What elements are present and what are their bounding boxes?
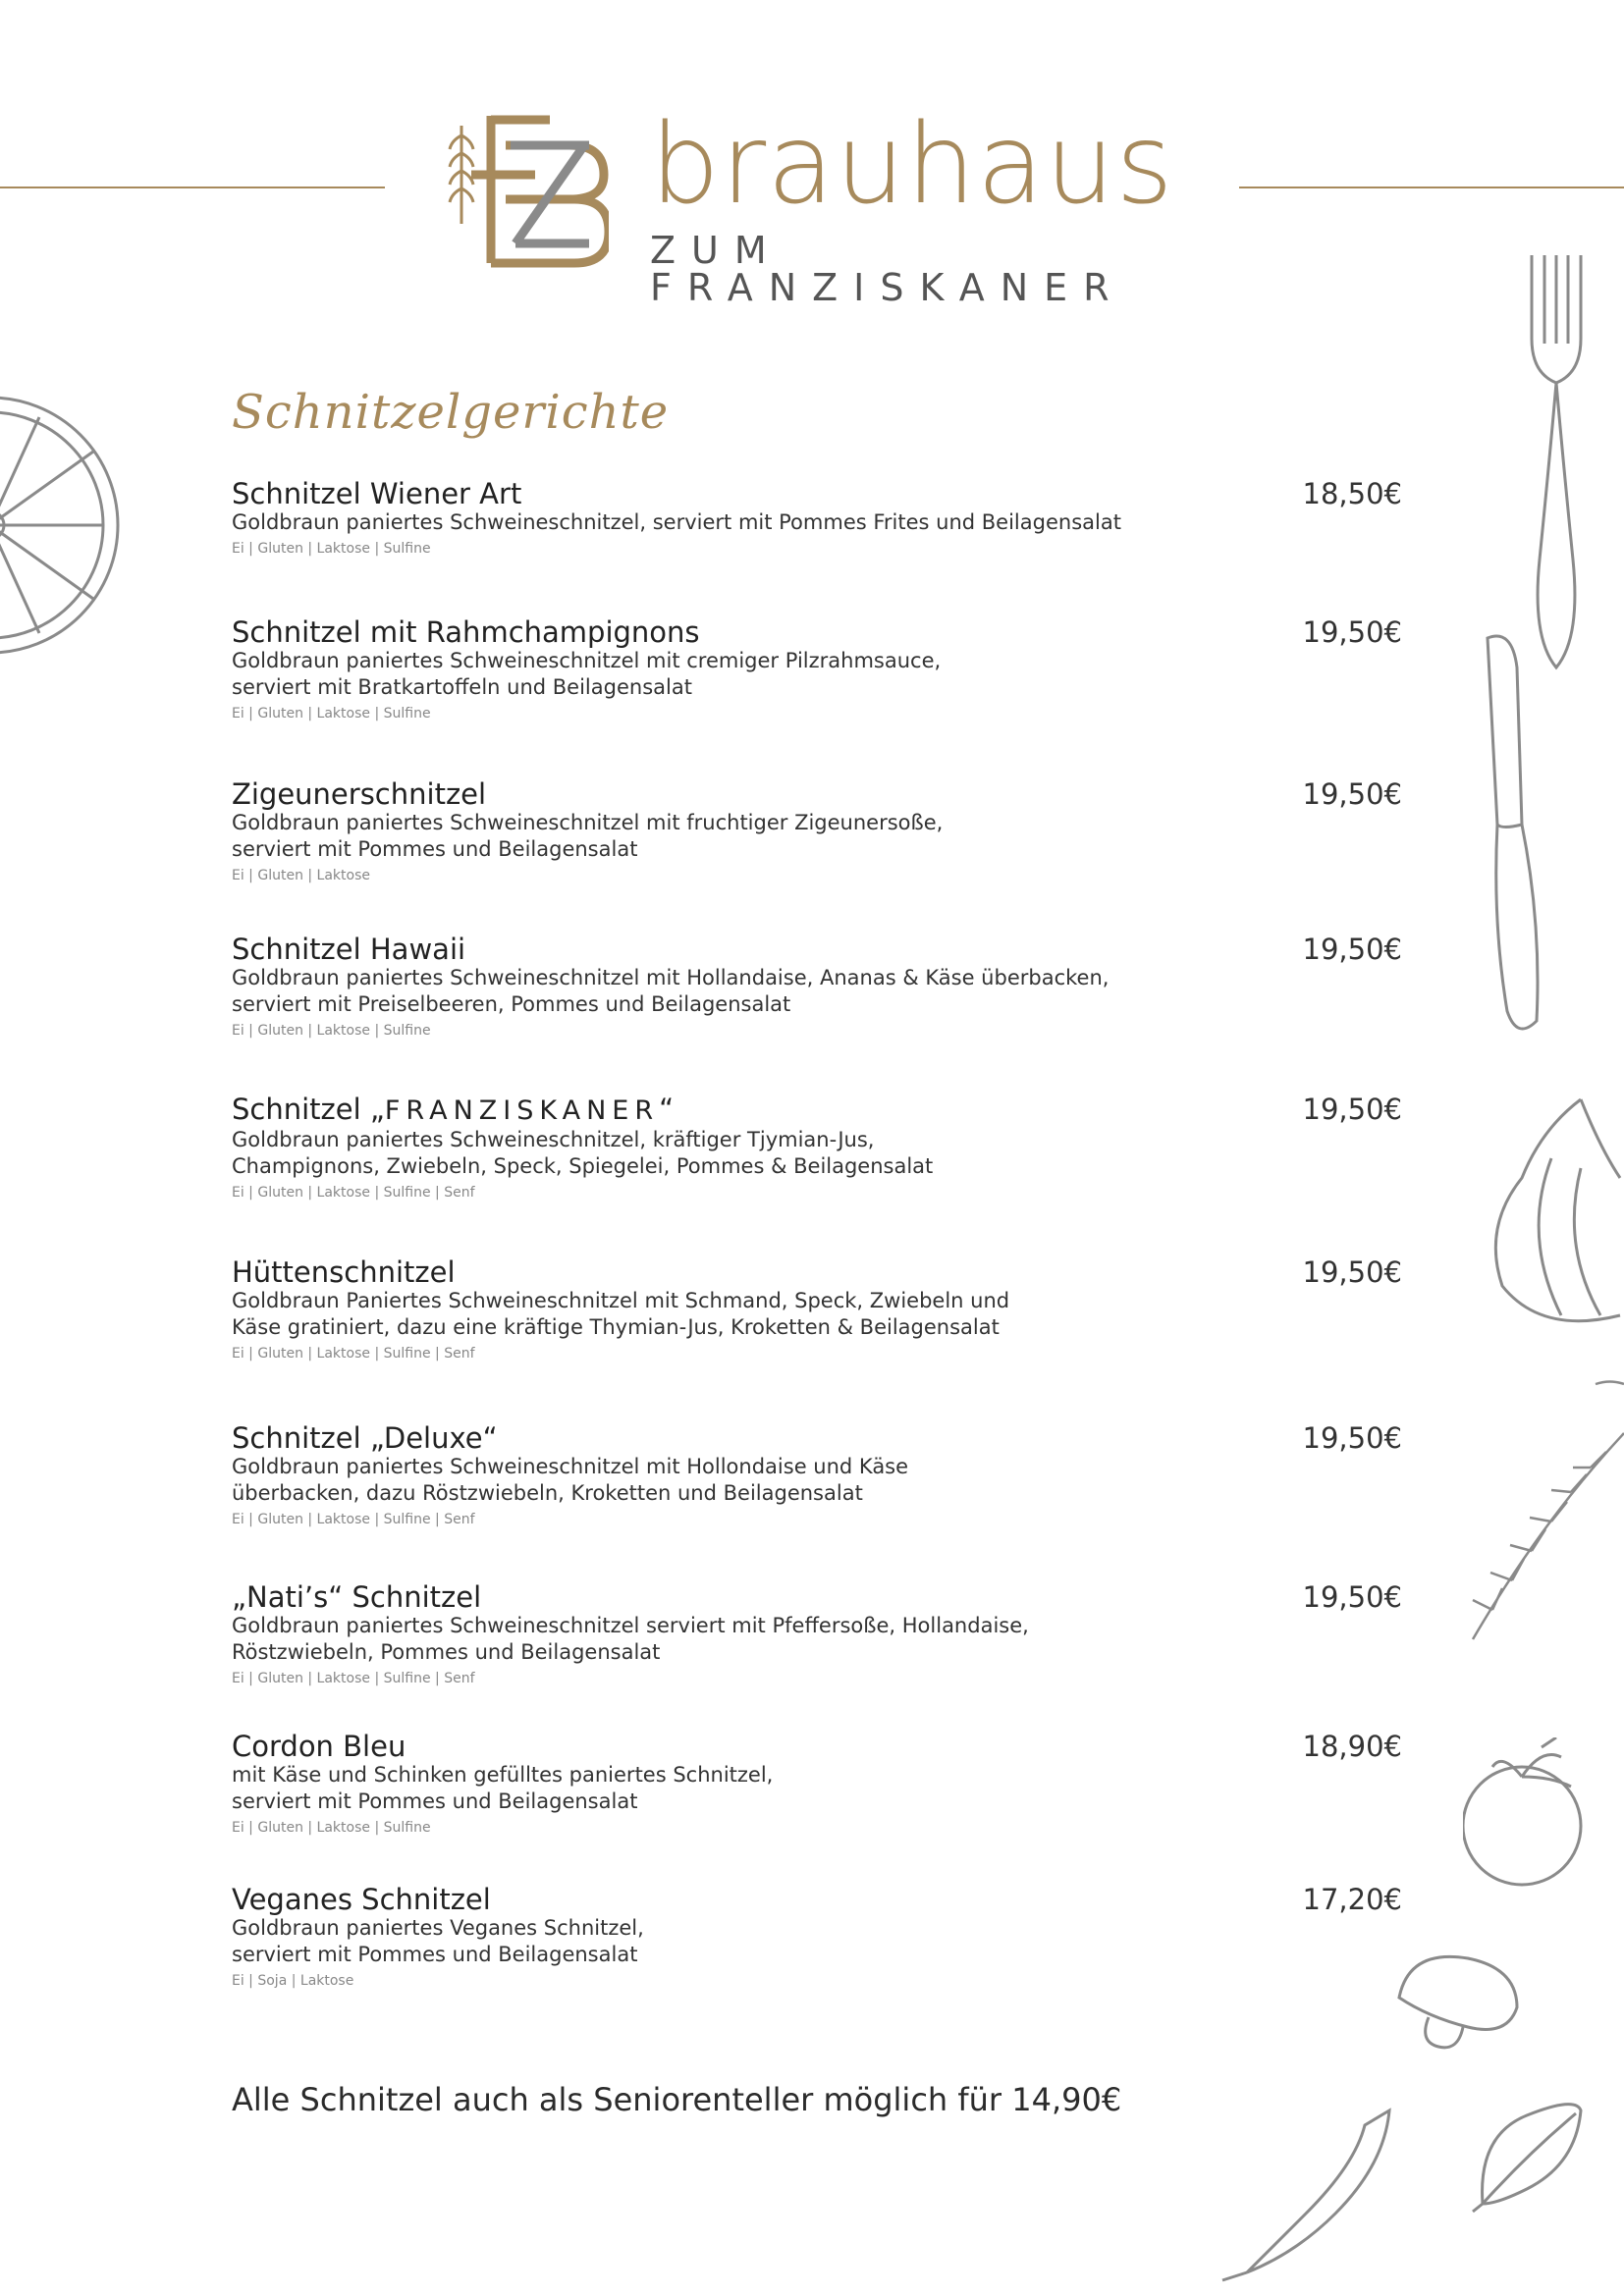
section-title: Schnitzelgerichte bbox=[232, 385, 670, 440]
header-divider-right bbox=[1239, 187, 1624, 188]
item-description-line: Goldbraun paniertes Schweineschnitzel, kräftiger Tjymian-Jus, bbox=[232, 1128, 875, 1151]
item-name: Veganes Schnitzel bbox=[232, 1883, 491, 1916]
menu-item bbox=[232, 1255, 1402, 1364]
item-name-suffix: “ bbox=[659, 1093, 675, 1126]
item-name: Schnitzel Wiener Art bbox=[232, 477, 522, 510]
item-name: Cordon Bleu bbox=[232, 1730, 406, 1763]
item-name-spaced: FRANZISKANER bbox=[384, 1095, 660, 1126]
menu-item bbox=[232, 1093, 1402, 1203]
item-price: 19,50€ bbox=[1302, 1421, 1402, 1455]
menu-item bbox=[232, 1883, 1402, 1992]
item-allergens: Ei | Gluten | Laktose | Sulfine | Senf bbox=[232, 1185, 475, 1201]
knife-icon bbox=[1463, 628, 1551, 1041]
item-description-line: Goldbraun Paniertes Schweineschnitzel mit Schmand, Speck, Zwiebeln und bbox=[232, 1289, 1010, 1312]
item-description-line: serviert mit Preiselbeeren, Pommes und Beilagensalat bbox=[232, 992, 791, 1016]
brand-logo bbox=[432, 101, 1178, 309]
item-price: 19,50€ bbox=[1302, 615, 1402, 649]
menu-item bbox=[232, 1580, 1402, 1689]
item-description bbox=[232, 1762, 1174, 1815]
garlic-icon bbox=[1483, 1090, 1624, 1335]
item-name bbox=[232, 1093, 1402, 1128]
item-description bbox=[232, 1127, 1174, 1180]
item-description-line: serviert mit Pommes und Beilagensalat bbox=[232, 1943, 638, 1966]
item-allergens: Ei | Gluten | Laktose | Sulfine | Senf bbox=[232, 1671, 475, 1686]
item-name: Schnitzel mit Rahmchampignons bbox=[232, 615, 700, 649]
item-description-line: Röstzwiebeln, Pommes und Beilagensalat bbox=[232, 1640, 661, 1664]
lemon-slice-icon bbox=[0, 393, 137, 658]
item-description-line: Goldbraun paniertes Schweineschnitzel serviert mit Pfeffersoße, Hollandaise, bbox=[232, 1614, 1029, 1637]
item-description-line: Goldbraun paniertes Schweineschnitzel mit Hollandaise, Ananas & Käse überbacken, bbox=[232, 966, 1110, 989]
item-price: 19,50€ bbox=[1302, 1255, 1402, 1289]
item-description-line: Goldbraun paniertes Schweineschnitzel mit fruchtiger Zigeunersoße, bbox=[232, 811, 944, 834]
item-price: 19,50€ bbox=[1302, 1580, 1402, 1614]
item-name: Schnitzel „Deluxe“ bbox=[232, 1421, 498, 1455]
menu-item bbox=[232, 1421, 1402, 1530]
item-allergens: Ei | Gluten | Laktose | Sulfine | Senf bbox=[232, 1512, 475, 1527]
item-description bbox=[232, 509, 1174, 536]
item-description-line: serviert mit Pommes und Beilagensalat bbox=[232, 837, 638, 861]
item-description-line: serviert mit Bratkartoffeln und Beilagensalat bbox=[232, 675, 692, 699]
item-description bbox=[232, 1915, 1174, 1968]
item-allergens: Ei | Gluten | Laktose | Sulfine bbox=[232, 706, 431, 721]
menu-item bbox=[232, 1730, 1402, 1839]
item-price: 17,20€ bbox=[1302, 1883, 1402, 1916]
item-allergens: Ei | Gluten | Laktose | Sulfine bbox=[232, 1023, 431, 1039]
menu-item bbox=[232, 615, 1402, 724]
item-description bbox=[232, 1613, 1174, 1666]
item-description bbox=[232, 1454, 1174, 1507]
fork-icon bbox=[1512, 245, 1600, 677]
item-name-prefix: Schnitzel „ bbox=[232, 1093, 385, 1126]
item-description bbox=[232, 1288, 1174, 1341]
item-description bbox=[232, 810, 1174, 863]
item-description-line: Goldbraun paniertes Schweineschnitzel, serviert mit Pommes Frites und Beilagensalat bbox=[232, 510, 1121, 534]
item-price: 18,90€ bbox=[1302, 1730, 1402, 1763]
mushroom-icon bbox=[1389, 1949, 1527, 2056]
item-price: 18,50€ bbox=[1302, 477, 1402, 510]
item-description-line: Goldbraun paniertes Schweineschnitzel mit Hollondaise und Käse bbox=[232, 1455, 909, 1478]
senior-plate-note: Alle Schnitzel auch als Seniorenteller möglich für 14,90€ bbox=[232, 2081, 1122, 2118]
tomato-icon bbox=[1463, 1737, 1600, 1895]
basil-leaf-icon bbox=[1468, 2096, 1586, 2214]
header-divider-left bbox=[0, 187, 385, 188]
item-allergens: Ei | Soja | Laktose bbox=[232, 1973, 354, 1989]
fzb-monogram-icon bbox=[432, 106, 609, 278]
item-price: 19,50€ bbox=[1302, 1093, 1402, 1126]
item-price: 19,50€ bbox=[1302, 777, 1402, 811]
item-description-line: serviert mit Pommes und Beilagensalat bbox=[232, 1789, 638, 1813]
item-description bbox=[232, 648, 1174, 701]
item-description-line: Käse gratiniert, dazu eine kräftige Thymian-Jus, Kroketten & Beilagensalat bbox=[232, 1315, 1000, 1339]
item-price: 19,50€ bbox=[1302, 933, 1402, 966]
chili-pepper-icon bbox=[1218, 2106, 1394, 2282]
item-description-line: Champignons, Zwiebeln, Speck, Spiegelei, Pommes & Beilagensalat bbox=[232, 1154, 934, 1178]
item-allergens: Ei | Gluten | Laktose | Sulfine | Senf bbox=[232, 1346, 475, 1362]
menu-item bbox=[232, 777, 1402, 886]
item-description-line: überbacken, dazu Röstzwiebeln, Kroketten und Beilagensalat bbox=[232, 1481, 863, 1505]
item-name: Hüttenschnitzel bbox=[232, 1255, 456, 1289]
rosemary-icon bbox=[1463, 1374, 1624, 1649]
brand-name: brauhaus bbox=[650, 101, 1174, 229]
item-allergens: Ei | Gluten | Laktose bbox=[232, 868, 371, 883]
item-allergens: Ei | Gluten | Laktose | Sulfine bbox=[232, 1820, 431, 1836]
item-description-line: mit Käse und Schinken gefülltes paniertes Schnitzel, bbox=[232, 1763, 774, 1787]
item-allergens: Ei | Gluten | Laktose | Sulfine bbox=[232, 541, 431, 557]
item-description bbox=[232, 965, 1174, 1018]
menu-item bbox=[232, 933, 1402, 1041]
item-description-line: Goldbraun paniertes Veganes Schnitzel, bbox=[232, 1916, 644, 1940]
item-description-line: Goldbraun paniertes Schweineschnitzel mit cremiger Pilzrahmsauce, bbox=[232, 649, 942, 672]
menu-item bbox=[232, 477, 1402, 560]
item-name: „Nati’s“ Schnitzel bbox=[232, 1580, 482, 1614]
item-name: Schnitzel Hawaii bbox=[232, 933, 466, 966]
brand-subtitle: ZUM FRANZISKANER bbox=[650, 229, 1125, 309]
item-name: Zigeunerschnitzel bbox=[232, 777, 487, 811]
